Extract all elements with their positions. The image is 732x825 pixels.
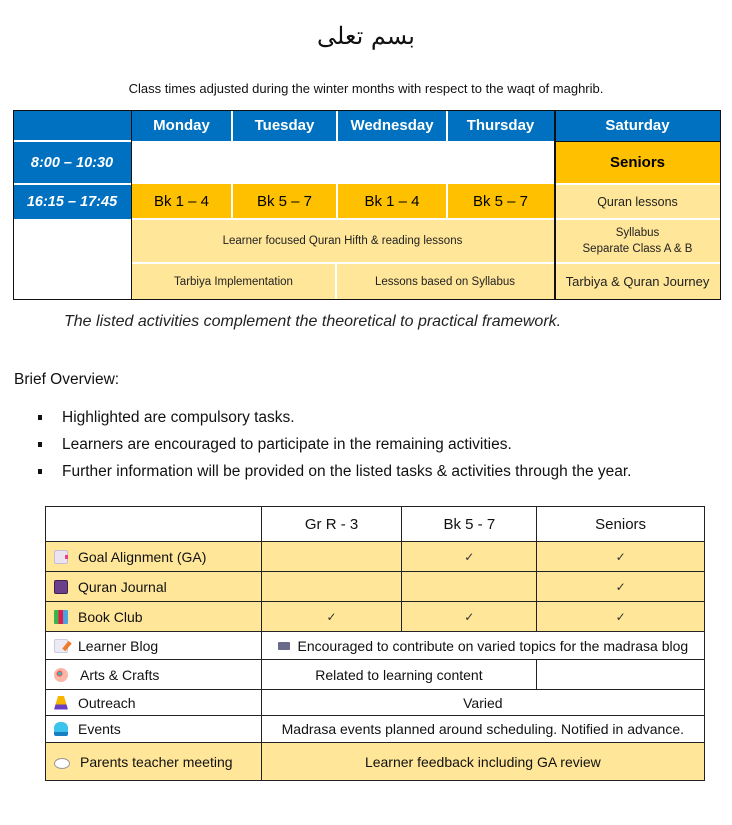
- table-row: [46, 690, 705, 716]
- activities-corner-cell: [46, 507, 262, 542]
- schedule-corner-cell: [13, 110, 131, 141]
- activity-name: Parents teacher meeting: [80, 753, 233, 770]
- schedule-table: [13, 110, 721, 300]
- bullet-text: Learners are encouraged to participate in the remaining activities.: [62, 435, 512, 453]
- check-cell: ✓: [537, 602, 705, 632]
- notebook-icon: [54, 580, 68, 594]
- table-row: [46, 542, 705, 572]
- table-row: [46, 602, 705, 632]
- thursday-afternoon-class: Bk 5 – 7: [447, 184, 554, 219]
- activity-label: [46, 690, 262, 716]
- activity-name: Arts & Crafts: [80, 666, 160, 683]
- palette-icon: [54, 668, 68, 682]
- overview-bullet: [38, 458, 631, 485]
- table-row: [46, 572, 705, 602]
- bullet-icon: [38, 469, 42, 474]
- bullet-text: Further information will be provided on the listed tasks & activities through the year.: [62, 462, 632, 480]
- camera-icon: [278, 642, 290, 650]
- check-cell: ✓: [402, 542, 537, 572]
- overview-title: Brief Overview:: [14, 371, 120, 388]
- check-cell: ✓: [537, 542, 705, 572]
- column-header-gr-r-3: Gr R - 3: [261, 507, 402, 542]
- tuesday-afternoon-class: Bk 5 – 7: [232, 184, 337, 219]
- time-slot-morning: 8:00 – 10:30: [13, 141, 131, 184]
- tarbiya-quran-journey: Tarbiya & Quran Journey: [554, 263, 721, 300]
- saturday-syllabus-title: Syllabus: [615, 227, 660, 239]
- school-bag-icon: [54, 722, 68, 736]
- saturday-syllabus-classes: Separate Class A & B: [582, 243, 693, 255]
- time-slot-afternoon: 16:15 – 17:45: [13, 184, 131, 219]
- weekday-morning-empty: [131, 141, 554, 184]
- monday-afternoon-class: Bk 1 – 4: [131, 184, 232, 219]
- bismillah-heading: بسم تعلى: [317, 22, 415, 50]
- day-header-thursday: Thursday: [447, 110, 554, 141]
- overview-bullets: [38, 404, 631, 485]
- class-times-note: Class times adjusted during the winter months with respect to the waqt of maghrib.: [128, 81, 604, 96]
- weekday-hifth-lessons: Learner focused Quran Hifth & reading lessons: [131, 219, 554, 263]
- day-header-monday: Monday: [131, 110, 232, 141]
- bullet-icon: [38, 415, 42, 420]
- check-cell: [402, 572, 537, 602]
- day-header-tuesday: Tuesday: [232, 110, 337, 141]
- arts-crafts-empty-cell: [537, 660, 705, 690]
- activity-label: [46, 716, 262, 743]
- saturday-morning-seniors: Seniors: [554, 141, 721, 184]
- praying-hands-icon: [54, 696, 68, 710]
- speech-bubble-icon: [54, 758, 70, 769]
- saturday-syllabus-cell: [554, 219, 721, 263]
- activity-label: [46, 572, 262, 602]
- column-header-bk-5-7: Bk 5 - 7: [402, 507, 537, 542]
- parents-meeting-description: Learner feedback including GA review: [261, 743, 704, 781]
- activity-description: Encouraged to contribute on varied topics for the madrasa blog: [297, 637, 689, 654]
- activity-label: [46, 602, 262, 632]
- check-cell: ✓: [261, 602, 402, 632]
- schedule-empty-label-cell: [13, 219, 131, 300]
- activities-table: [45, 506, 705, 781]
- check-cell: ✓: [537, 572, 705, 602]
- activities-header-row: [46, 507, 705, 542]
- day-header-wednesday: Wednesday: [337, 110, 447, 141]
- activity-label: [46, 743, 262, 781]
- overview-bullet: [38, 404, 631, 431]
- books-icon: [54, 610, 68, 624]
- activity-name: Learner Blog: [78, 637, 159, 654]
- activity-name: Events: [78, 721, 121, 737]
- overview-bullet: [38, 431, 631, 458]
- activity-name: Outreach: [78, 694, 136, 711]
- saturday-quran-lessons: Quran lessons: [554, 184, 721, 219]
- bullet-text: Highlighted are compulsory tasks.: [62, 408, 295, 426]
- table-row: [46, 660, 705, 690]
- outreach-description: Varied: [261, 690, 704, 716]
- pencil-memo-icon: [54, 639, 68, 653]
- tarbiya-implementation: Tarbiya Implementation: [131, 263, 336, 300]
- wednesday-afternoon-class: Bk 1 – 4: [337, 184, 447, 219]
- activity-name: Quran Journal: [78, 578, 167, 595]
- framework-note: The listed activities complement the theoretical to practical framework.: [64, 313, 562, 330]
- activity-name: Goal Alignment (GA): [78, 548, 207, 565]
- document-icon: [54, 550, 68, 564]
- activity-name: Book Club: [78, 608, 143, 625]
- check-cell: ✓: [402, 602, 537, 632]
- check-cell: [261, 572, 402, 602]
- table-row: [46, 632, 705, 660]
- activity-label: [46, 542, 262, 572]
- table-row: [46, 743, 705, 781]
- events-description: Madrasa events planned around scheduling. Notified in advance.: [261, 716, 704, 743]
- activity-label: [46, 632, 262, 660]
- check-cell: [261, 542, 402, 572]
- lessons-based-on-syllabus: Lessons based on Syllabus: [336, 263, 554, 300]
- learner-blog-description: [261, 632, 704, 660]
- bullet-icon: [38, 442, 42, 447]
- table-row: [46, 716, 705, 743]
- activity-label: [46, 660, 262, 690]
- column-header-seniors: Seniors: [537, 507, 705, 542]
- day-header-saturday: Saturday: [554, 110, 721, 141]
- arts-crafts-description: Related to learning content: [261, 660, 537, 690]
